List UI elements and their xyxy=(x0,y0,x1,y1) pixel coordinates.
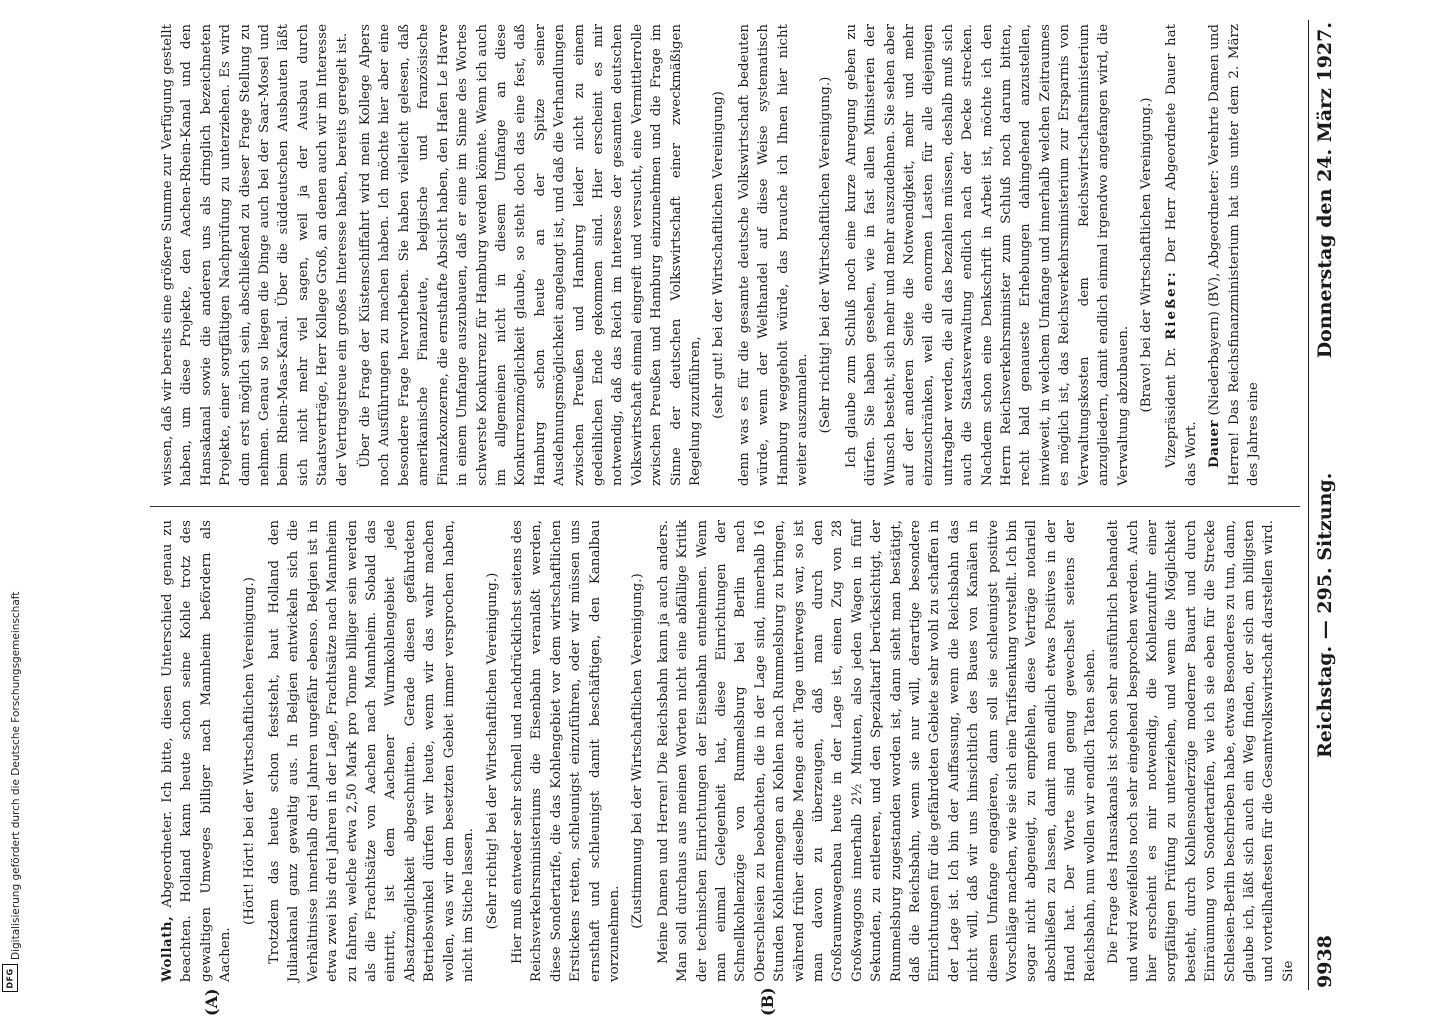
column-divider xyxy=(150,506,1300,507)
chair-title: Vizepräsident Dr. xyxy=(1164,347,1180,468)
margin-marker-a: (A) xyxy=(202,988,221,1016)
speech-paragraph: Die Frage des Hansakanals ist schon sehr ausführlich behandelt und wird zweifellos noch sehr eingehend besprochen werden. Auch hier erscheint es mir notwendig, die Kohlenzufuhr einer sorgfältigen Prüfung zu unterziehen, und wenn die Möglichkeit besteht, durch Kohlensonderzüge moderner Bauart und durch Einräumung von Sondertarifen, wie ich sie eben für die Strecke Schlesien-Berlin beschrieben habe, etwas Besonderes zu tun, dann, glaube ich, läßt sich auch ein Weg finden, der sich am billigsten und vorteilhaftesten für die Gesamtvolkswirtschaft darstellen wird. Sie xyxy=(1106,520,1296,982)
interjection: (Sehr richtig! bei der Wirtschaftlichen Vereinigung.) xyxy=(818,76,834,434)
interjection: (Sehr richtig! bei der Wirtschaftlichen Vereinigung.) xyxy=(484,572,500,930)
speech-paragraph: Meine Damen und Herren! Die Reichsbahn kann ja auch anders. Man soll durchaus aus meinen Worten nicht eine abfällige Kritik der technischen Einrichtungen der Eisenbahn entnehmen. Wenn man einmal Gelegenheit hat, diese Einrichtungen der Schnellkohlenzüge von Rummelsburg bei Berlin nach Oberschlesien zu beobachten, die in der Lage sind, innerhalb 16 Stunden Kohlenmengen an Kohlen nach Rummelsburg zu bringen, während früher dieselbe Menge acht Tage unterwegs war, so ist man davon zu überzeugen, daß man durch den Großraumwagenbau heute in der Lage ist, einen Zug von 28 Großwaggons innerhalb 2½ Minuten, also jeden Wagen in fünf Sekunden, zu entleeren, und den Spezialtarif berücksichtigt, der Rummelsburg zugestanden worden ist, dann sieht man bestätigt, daß die Reichsbahn, wenn sie nur will, derartige besondere Einrichtungen für die gefährdeten Gebiete sehr wohl zu schaffen in der Lage ist. Ich bin der Auffassung, wenn die Reichsbahn das nicht will, daß wir uns hinsichtlich des Baues von Kanälen in diesem Umfange engagieren, dann soll sie schleunigst positive Vorschläge machen, wie sie sich eine Tarifsenkung vorstellt. Ich bin sogar nicht abgeneigt, zu empfehlen, diese Verträge notariell abschließen zu lassen, damit man endlich etwas Positives in der Hand hat. Der Worte sind genug gewechselt seitens der Reichsbahn, nun wollen wir endlich Taten sehen. xyxy=(655,520,1098,982)
session-title: Reichstag. — 295. Sitzung. xyxy=(1314,472,1336,758)
speech-paragraph: Hier muß entweder sehr schnell und nachdrücklichst seitens des Reichsverkehrsministeriums die Eisenbahn veranlaßt werden, diese Sondertarife, die das Kohlengebiet vor dem wirtschaftlichen Erstickens retten, schleunigst einzuführen, oder wir müssen uns ernsthaft und schleunigst damit beschäftigen, den Kanalbau vorzunehmen. xyxy=(509,520,622,982)
chair-paragraph xyxy=(1162,24,1201,486)
chair-text: Der Herr Abgeordnete Dauer hat das Wort. xyxy=(1164,24,1199,486)
digitization-footer xyxy=(0,0,20,1000)
page-number: 9938 xyxy=(1314,935,1336,988)
session-date: Donnerstag den 24. März 1927. xyxy=(1314,22,1336,359)
left-column xyxy=(158,520,1304,1016)
interjection: (Hört! Hört! bei der Wirtschaftlichen Vereinigung.) xyxy=(241,577,257,925)
running-header xyxy=(1314,22,1342,988)
speech-paragraph: wissen, daß wir bereits eine größere Summe zur Verfügung gestellt haben, um diese Projekte, den Aachen-Rhein-Kanal und den Hansakanal sowie die anderen uns als dringlich bezeichneten Projekte, einer sorgfältigen Nachprüfung zu unterziehen. Es wird dann erst möglich sein, abschließend zu dieser Frage Stellung zu nehmen. Genau so liegen die Dinge auch bei der Saar-Mosel und beim Rhein-Maas-Kanal. Über die süddeutschen Ausbauten läßt sich nicht mehr viel sagen, weil ja der Ausbau durch Staatsverträge, Herr Kollege Groß, an denen auch wir im Interesse der Vertragstreue ein großes Interesse haben, bereits geregelt ist. xyxy=(160,24,350,486)
speech-paragraph: Ich glaube zum Schluß noch eine kurze Anregung geben zu dürfen. Sie haben gesehen, wie in fast allen Ministerien der Wunsch besteht, sich mehr und mehr auszudehnen. Sie sehen aber auf der anderen Seite die Notwendigkeit, mehr und mehr einzuschränken, weil die enormen Lasten für alle diejenigen untragbar werden, die all das bezahlen müssen, deshalb muß sich auch die Staatsverwaltung endlich nach der Decke strecken. Nachdem schon eine Denkschrift in Arbeit ist, möchte ich den Herrn Reichsverkehrsminister zum Schluß noch darum bitten, recht bald genaueste Erhebungen dahingehend anzustellen, inwieweit, in welchem Umfange und innerhalb welchen Zeitraumes es möglich ist, das Reichsverkehrsministerium zur Ersparnis von Verwaltungskosten dem Reichswirtschaftsministerium anzugliedern, damit endlich einmal irgendwo angefangen wird, die Verwaltung abzubauen. xyxy=(843,24,1131,486)
dfg-logo-text: DFG xyxy=(5,967,15,989)
speaker-name: Dauer xyxy=(1206,419,1223,468)
speaker-name: Wollath, xyxy=(159,915,175,982)
digitization-credit: Digitalisierung gefördert durch die Deutsche Forschungsgemeinschaft xyxy=(10,591,22,960)
scanned-page xyxy=(118,0,1348,1016)
right-column xyxy=(158,24,1304,486)
header-rule xyxy=(1308,20,1309,990)
interjection: (Bravo! bei der Wirtschaftlichen Vereinigung.) xyxy=(1138,97,1154,413)
margin-marker-b: (B) xyxy=(758,987,777,1016)
speech-paragraph: Über die Frage der Küstenschiffahrt wird mein Kollege Alpers noch Ausführungen zu machen haben. Ich möchte hier aber eine besondere Frage hervorheben. Sie haben vielleicht gelesen, daß amerikanische Finanzleute, belgische und französische Finanzkonzerne, die ernsthafte Absicht haben, den Hafen Le Havre in einem Umfange auszubauen, daß er eine im Sinne des Wortes schwerste Konkurrenz für Hamburg werden könnte. Wenn ich auch im allgemeinen nicht in diesem Umfange an diese Konkurrenzmöglichkeit glaube, so steht doch das eine fest, daß Hamburg schon heute an der Spitze seiner Ausdehnungsmöglichkeit angelangt ist, und daß die Verhandlungen zwischen Preußen und Hamburg leider nicht zu einem gedeihlichen Ende gekommen sind. Hier erscheint es mir notwendig, daß das Reich im Interesse der gesamten deutschen Volkswirtschaft einmal eingreift und versucht, eine Vermittlerrolle zwischen Preußen und Hamburg einzunehmen und die Frage im Sinne der deutschen Volkswirtschaft einer zweckmäßigen Regelung zuzuführen, xyxy=(358,24,703,486)
dfg-logo xyxy=(2,964,18,992)
speech-paragraph xyxy=(158,520,236,982)
interjection: (Zustimmung bei der Wirtschaftlichen Vereinigung.) xyxy=(630,573,646,929)
interjection: (sehr gut! bei der Wirtschaftlichen Vereinigung) xyxy=(711,91,727,419)
chair-name: Rießer: xyxy=(1163,270,1180,340)
speech-paragraph xyxy=(1205,24,1263,486)
speech-text: Ich bitte, diesen Unterschied genau zu beachten. Holland kann heute schon seine Kohle trotz des gewaltigen Umweges billiger nach Mannheim befördern als Aachen. xyxy=(160,520,234,982)
speech-text: (Niederbayern) (BV), Abgeordneter: Verehrte Damen und Herren! Das Reichsfinanzministerium hat uns unter dem 2. März des Jahres eine xyxy=(1207,23,1261,486)
speech-paragraph: Trotzdem das heute schon feststeht, baut Holland den Juliankanal ganz gewaltig aus. In Belgien entwickeln sich die Verhältnisse innerhalb drei Jahren ungefähr ebenso. Belgien ist in etwa zwei bis drei Jahren in der Lage, Frachtsätze nach Mannheim zu fahren, welche etwa 2,50 Mark pro Tonne billiger sein werden als die Frachtsätze von Aachen nach Mannheim. Sobald das eintritt, ist dem Aachener Wurmkohlengebiet jede Absatzmöglichkeit abgeschnitten. Gerade diesen gefährdeten Betriebswinkel dürfen wir heute, wenn wir das wahr machen wollen, was wir dem besetzten Gebiet immer versprochen haben, nicht im Stiche lassen. xyxy=(267,520,477,982)
speech-paragraph: denn was es für die gesamte deutsche Volkswirtschaft bedeuten würde, wenn der Welthandel auf diese Weise systematisch Hamburg weggeholt würde, das brauche ich Ihnen hier nicht weiter auszumalen. xyxy=(736,24,810,486)
speaker-role: Abgeordneter. xyxy=(160,810,175,916)
